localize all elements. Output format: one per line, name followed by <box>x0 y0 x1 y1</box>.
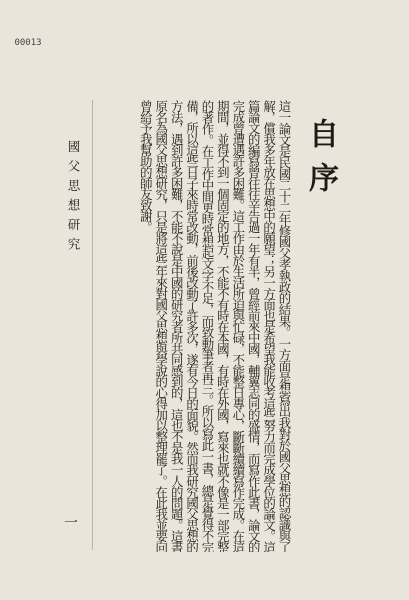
margin-rule <box>92 100 93 550</box>
preface-title: 自序 <box>303 118 338 206</box>
running-head-book-title: 國父思想研究 <box>66 140 81 257</box>
folio-page-number: 一 <box>62 515 78 529</box>
page-number: 00013 <box>14 38 42 48</box>
preface-body-text: 這一論文是民國二十二年修國父孝執政的結果。一方面是想寫出我對於國父思想的認識與了解，償我多年放在思想中的願望；另一方面也是希望我能收考這些努力而完成學位的論文。這篇論文的編寫曾往往辛告過一年有半，曾經前來中國，輔翼志同的盛情，而寫作此書，論文的完成曾遭遇許多困難。這工作由於生活所迫與忙碌，不能整日專心，斷斷續續寫作完成。在這期間，並得不到一個固定的地方，不能不有時在本國，有時在外國，寫來也就不像是一部完整的著作。在工作中間更時常想起文字不足，而致動筆者再三。所以寫此一書，總是覺得不完備，所以這些日子來時常改動，前後改動了許多次，遂有今日的面貌。然而我研究國父思想的方法，遇到許多困難，不能不說是中國的研究者所共同感到的，這也不是我一人的問題。這書原名為國父思想研究，只是將這些年來對國父思想與學說的心得加以整理罷了。在此我並要向曾給予我幫助的師友致謝。 <box>138 100 292 552</box>
